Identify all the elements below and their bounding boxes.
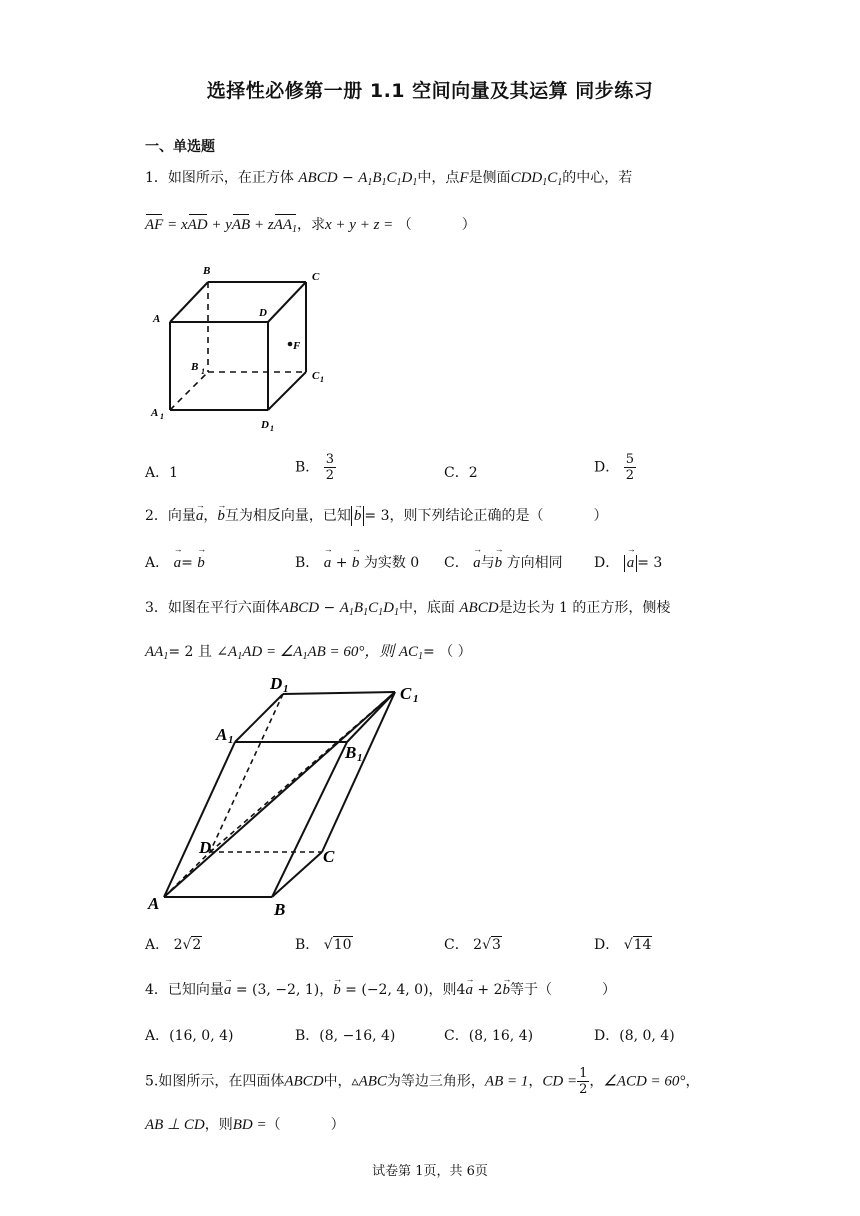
q2-option-d[interactable]: D． → a = 3 xyxy=(594,552,662,572)
q3-parallelepiped-figure xyxy=(140,668,440,920)
label-a: A xyxy=(148,894,160,913)
q2-stem: 2．向量→ a，→ b互为相反向量，已知→ b = 3，则下列结论正确的是（ ） xyxy=(145,506,608,526)
label-a1: A xyxy=(151,407,159,419)
svg-text:1: 1 xyxy=(270,424,274,433)
q1-option-a[interactable]: A．1 xyxy=(145,465,179,481)
label-c1: C xyxy=(400,684,412,703)
q3-option-d[interactable]: D． √14 xyxy=(594,937,652,953)
label-c: C xyxy=(312,271,320,283)
label-f: F xyxy=(293,340,301,352)
q2-option-c[interactable]: C． → a与→ b 方向相同 xyxy=(444,552,563,572)
label-d: D xyxy=(199,838,212,857)
q5-line1: 5.如图所示，在四面体ABCD中，▵ABC为等边三角形，AB = 1，CD = $\frac{1}{2}$ ，∠ACD = 60°， xyxy=(145,1066,700,1097)
svg-text:1: 1 xyxy=(283,683,289,695)
q1-option-b[interactable]: B． $\frac{3}{2}$ xyxy=(295,452,335,483)
q3-option-a[interactable]: A． 2√2 xyxy=(145,937,202,953)
label-a1: A xyxy=(216,725,228,744)
label-b1: B xyxy=(345,743,357,762)
q3-option-b[interactable]: B． √10 xyxy=(295,937,352,953)
q2-option-b[interactable]: B． → a + → b 为实数 0 xyxy=(295,552,419,572)
svg-text:1: 1 xyxy=(201,367,205,376)
label-d1: D xyxy=(261,419,269,431)
q2-option-a[interactable]: A． → a= → b xyxy=(145,552,205,572)
label-b1: B xyxy=(191,361,199,373)
label-c: C xyxy=(323,847,335,866)
label-a: A xyxy=(153,313,161,325)
q5-line2: AB ⊥ CD，则BD =（ ） xyxy=(145,1117,345,1133)
svg-text:1: 1 xyxy=(413,693,419,705)
q1-line1: 1．如图所示，在正方体 ABCD − $A_1B_1C_1D_1$中，点F是侧面$CDD_1C_1$的中心，若 xyxy=(145,170,633,188)
q1-cube-figure xyxy=(140,258,340,436)
svg-text:1: 1 xyxy=(357,752,363,764)
svg-text:1: 1 xyxy=(228,734,234,746)
label-b: B xyxy=(203,265,211,277)
q4-option-d[interactable]: D．(8, 0, 4) xyxy=(594,1028,675,1044)
label-d: D xyxy=(259,307,267,319)
q3-option-c[interactable]: C． 2√3 xyxy=(444,937,501,953)
svg-text:1: 1 xyxy=(320,375,324,384)
page-title: 选择性必修第一册 1.1 空间向量及其运算 同步练习 xyxy=(206,80,654,102)
q4-option-b[interactable]: B．(8, −16, 4) xyxy=(295,1028,396,1044)
q3-line1: 3．如图在平行六面体ABCD − $A_1B_1C_1D_1$中，底面 ABCD是边长为 1 的正方形，侧棱 xyxy=(145,600,671,618)
svg-text:1: 1 xyxy=(160,412,164,421)
q4-stem: 4．已知向量→ a = (3, −2, 1)，→ b = (−2, 4, 0)，则4→ a + 2→ b等于（ ） xyxy=(145,980,616,1000)
section-heading: 一、单选题 xyxy=(145,139,215,155)
label-b: B xyxy=(274,900,286,919)
label-c1: C xyxy=(312,370,320,382)
q1-option-d[interactable]: D． $\frac{5}{2}$ xyxy=(594,452,634,483)
label-d1: D xyxy=(270,674,283,693)
q3-line2: $AA_1= 2$ 且 $\angle A_1AD$ = $\angle A_1AB = 60^\circ$，则 $AC_1=$ （ ） xyxy=(145,644,472,662)
q1-option-c[interactable]: C．2 xyxy=(444,465,478,481)
page-footer: 试卷第 1页，共 6页 xyxy=(372,1164,488,1179)
q1-line2: AF = xAD + yAB + zAA$_1$，求x + y + z = （ ） xyxy=(145,215,476,240)
q4-option-c[interactable]: C．(8, 16, 4) xyxy=(444,1028,534,1044)
point-f xyxy=(288,342,293,347)
q4-option-a[interactable]: A．(16, 0, 4) xyxy=(145,1028,234,1044)
